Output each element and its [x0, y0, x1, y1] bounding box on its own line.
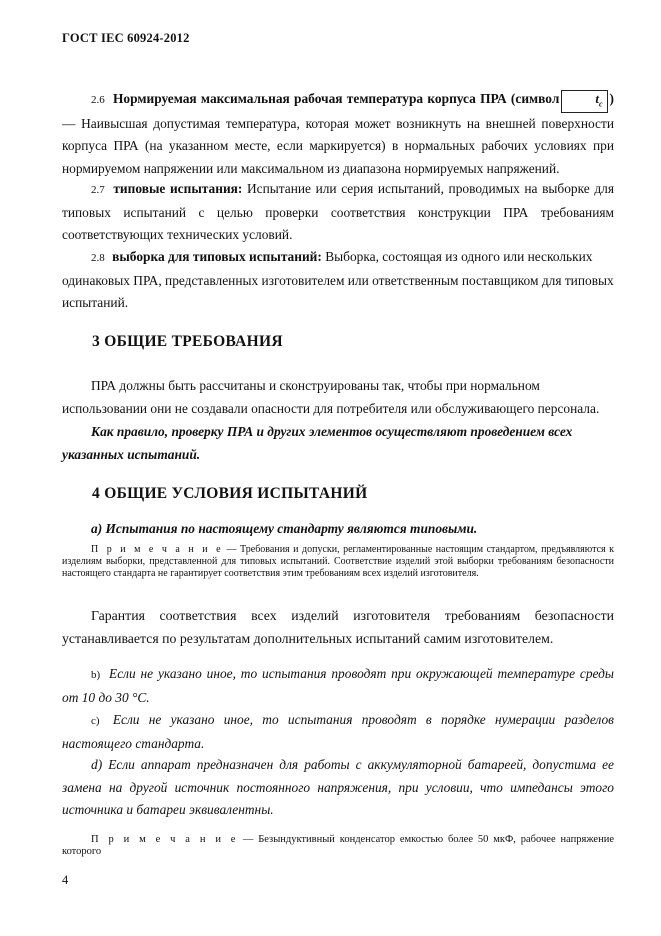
clause-2-6: 2.6 Нормируемая максимальная рабочая температура корпуса ПРА (символ $t_c$ ) — Наивысшая допустимая температура, которая может возникнуть на внешней поверхности корпуса ПРА (на указанном месте, если маркируется) в нормальных рабочих условиях при нормируемом напряжении или максимальном из диапазона нормируемых напряжений.	[62, 91, 614, 176]
clause-2-7	[62, 178, 614, 247]
item-b: b) Если не указано иное, то испытания проводят при окружающей температуре среды от 10 до 30 °С.	[62, 666, 615, 705]
clause-text: Испытание или серия испытаний, проводимых на выборке для типовых испытаний с целью проверки соответствия конструкции ПРА требованиям соответствующих технических условий.	[62, 181, 614, 242]
standard-header: ГОСТ IEC 60924-2012	[62, 31, 190, 45]
section-3-italic-paragraph: Как правило, проверку ПРА и других элементов осуществляют проведением всех указанных испытаний.	[62, 424, 573, 462]
section-3-paragraph: ПРА должны быть рассчитаны и сконструированы так, чтобы при нормальном использовании они не создавали опасности для потребителя или обслуживающего персонала.	[62, 378, 600, 416]
note-1	[62, 544, 614, 580]
clause-number: 2.6	[91, 94, 105, 106]
clause-term: типовые испытания:	[113, 181, 243, 196]
item-d: d) Если аппарат предназначен для работы с аккумуляторной батареей, допустима ее замена на другой источник постоянного напряжения, при условии, что импедансы этого источника и батареи эквивалентны.	[62, 757, 614, 817]
clause-number: 2.7	[91, 184, 105, 196]
page-number: 4	[62, 873, 69, 887]
clause-2-8	[62, 246, 614, 315]
item-c: c) Если не указано иное, то испытания проводят в порядке нумерации разделов настоящего стандарта.	[62, 712, 614, 751]
clause-number: 2.8	[91, 252, 105, 264]
note-text: — Требования и допуски, регламентированные настоящим стандартом, предъявляются к изделиям выборки, представленной для типовых испытаний. Соответствие изделий этой выборки требованиям безопасности настоящего стандарта не гарантирует соответствия этим требованиям всех изделий изготовителя.	[62, 544, 615, 579]
section-3-heading: 3 ОБЩИЕ ТРЕБОВАНИЯ	[92, 333, 283, 350]
note-text: — Безындуктивный конденсатор емкостью более 50 мкФ, рабочее напряжение которого	[62, 834, 614, 857]
symbol-box: $t_c$	[561, 90, 607, 113]
clause-text: Выборка, состоящая из одного или нескольких одинаковых ПРА, представленных изготовителем или ответственным поставщиком для типовых испытаний.	[62, 249, 614, 310]
guarantee-paragraph: Гарантия соответствия всех изделий изготовителя требованиям безопасности устанавливается по результатам дополнительных испытаний самим изготовителем.	[62, 608, 614, 646]
section-4-heading: 4 ОБЩИЕ УСЛОВИЯ ИСПЫТАНИЙ	[92, 485, 368, 502]
clause-term: выборка для типовых испытаний:	[112, 249, 322, 264]
note-label: П р и м е ч а н и е	[91, 834, 238, 845]
item-a: а) Испытания по настоящему стандарту являются типовыми.	[91, 521, 478, 536]
clause-text: — Наивысшая допустимая температура, которая может возникнуть на внешней поверхности корпуса ПРА (на указанном месте, если маркируется) в нормальных рабочих условиях при нормируемом напряжении или максимальном из диапазона нормируемых напряжений.	[62, 115, 614, 176]
note-2	[62, 834, 614, 858]
clause-term: Нормируемая максимальная рабочая температура корпуса ПРА (символ	[113, 91, 560, 106]
note-label: П р и м е ч а н и е	[91, 544, 224, 555]
